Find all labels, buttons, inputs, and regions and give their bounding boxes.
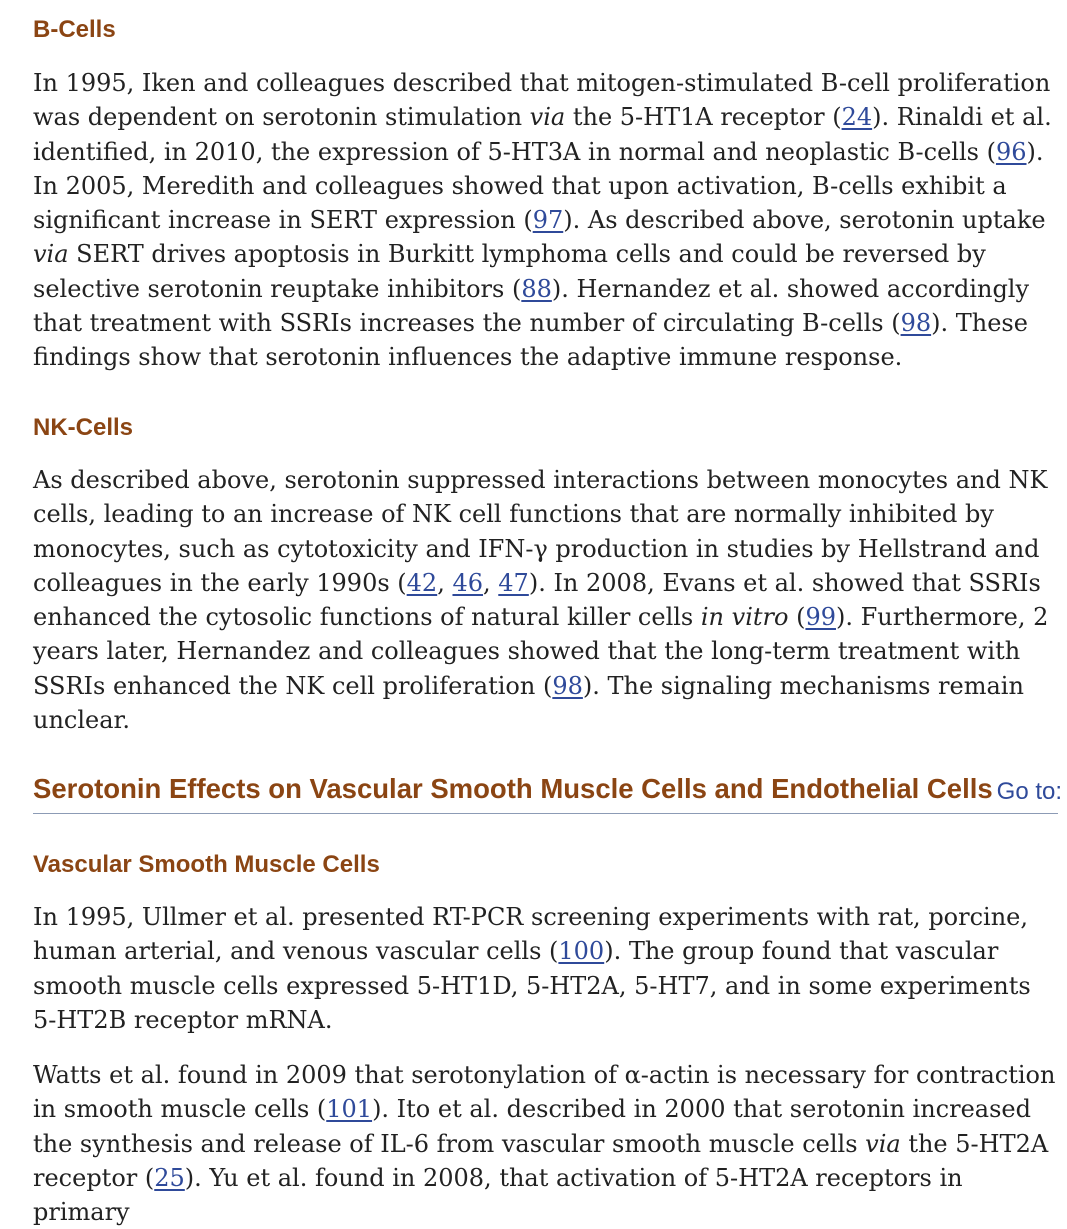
text-run: In 1995, Ullmer et al. presented RT-PCR screening experiments with rat, porcine, human arterial, and venous vascular cells ( — [33, 903, 1029, 966]
text-run: the 5-HT1A receptor ( — [565, 103, 842, 132]
bcells-heading: B-Cells — [33, 16, 116, 43]
goto-label: Go to: — [996, 778, 1063, 805]
text-run: ). Rinaldi et al. identified, in 2010, the expression of 5-HT3A in normal and neoplastic B-cells ( — [33, 103, 1052, 166]
section-title: Serotonin Effects on Vascular Smooth Muscle Cells and Endothelial Cells — [33, 773, 993, 804]
text-run: SERT drives apoptosis in Burkitt lymphoma cells and could be reversed by selective serotonin reuptake inhibitors ( — [33, 240, 986, 303]
ref-link-25[interactable]: 25 — [154, 1163, 185, 1192]
italic-via: via — [865, 1129, 901, 1158]
text-run: As described above, serotonin suppressed interactions between monocytes and NK cells, leading to an increase of NK cell functions that are normally inhibited by monocytes, such as cytotoxicity and IFN-γ production in studies by Hellstrand and colleagues in the early 1990s ( — [33, 466, 1048, 597]
ref-link-98[interactable]: 98 — [552, 671, 583, 700]
ref-link-47[interactable]: 47 — [498, 568, 529, 597]
text-run: ). In 2008, Evans et al. showed that SSRIs enhanced the cytosolic functions of natural killer cells — [33, 568, 1041, 632]
nkcells-heading: NK-Cells — [33, 414, 134, 441]
text-run: the 5-HT2A receptor ( — [33, 1129, 1049, 1192]
text-run: ). As described above, serotonin uptake — [563, 206, 1046, 235]
text-run: ). Furthermore, 2 years later, Hernandez and colleagues showed that the long-term treatment with SSRIs enhanced the NK cell proliferation ( — [33, 603, 1049, 700]
text-run: ). Hernandez et al. showed accordingly that treatment with SSRIs increases the number of circulating B-cells ( — [33, 274, 1030, 338]
ref-link-100[interactable]: 100 — [558, 937, 605, 966]
italic-in-vitro: in vitro — [700, 603, 789, 632]
vsmc-paragraph-1 — [33, 900, 1058, 1037]
ref-link-46[interactable]: 46 — [452, 568, 484, 597]
section-header — [33, 765, 1063, 814]
text-run: , — [437, 568, 453, 597]
text-run: ). These findings show that serotonin influences the adaptive immune response. — [33, 309, 1028, 372]
text-run: Watts et al. found in 2009 that serotonylation of α-actin is necessary for contraction in smooth muscle cells ( — [33, 1061, 1056, 1124]
text-run: ( — [788, 603, 806, 632]
goto-button[interactable] — [997, 772, 1067, 806]
bcells-paragraph — [33, 66, 1058, 375]
ref-link-42[interactable]: 42 — [406, 568, 438, 597]
ref-link-96[interactable]: 96 — [995, 137, 1027, 166]
ref-link-99[interactable]: 99 — [805, 603, 836, 632]
text-run: , — [483, 568, 499, 597]
text-run: ). Yu et al. found in 2008, that activation of 5-HT2A receptors in primary — [33, 1163, 963, 1227]
nkcells-paragraph — [33, 463, 1058, 737]
vsmc-paragraph-2 — [33, 1058, 1058, 1229]
text-run: ). In 2005, Meredith and colleagues showed that upon activation, B-cells exhibit a significant increase in SERT expression ( — [33, 137, 1044, 235]
text-run: ). Ito et al. described in 2000 that serotonin increased the synthesis and release of IL-6 from vascular smooth muscle cells — [33, 1095, 1031, 1158]
text-run: In 1995, Iken and colleagues described that mitogen-stimulated B-cell proliferation was dependent on serotonin stimulation — [33, 69, 1051, 132]
vsmc-heading: Vascular Smooth Muscle Cells — [33, 851, 380, 878]
italic-via: via — [529, 103, 566, 132]
text-run: ). The group found that vascular smooth muscle cells expressed 5-HT1D, 5-HT2A, 5-HT7, and in some experiments 5-HT2B receptor mRNA. — [33, 937, 1031, 1034]
ref-link-24[interactable]: 24 — [841, 103, 873, 132]
ref-link-101[interactable]: 101 — [326, 1095, 373, 1124]
ref-link-88[interactable]: 88 — [521, 274, 552, 303]
italic-via: via — [33, 240, 69, 269]
ref-link-98[interactable]: 98 — [900, 309, 932, 338]
ref-link-97[interactable]: 97 — [532, 206, 564, 235]
text-run: ). The signaling mechanisms remain unclear. — [33, 671, 1024, 735]
